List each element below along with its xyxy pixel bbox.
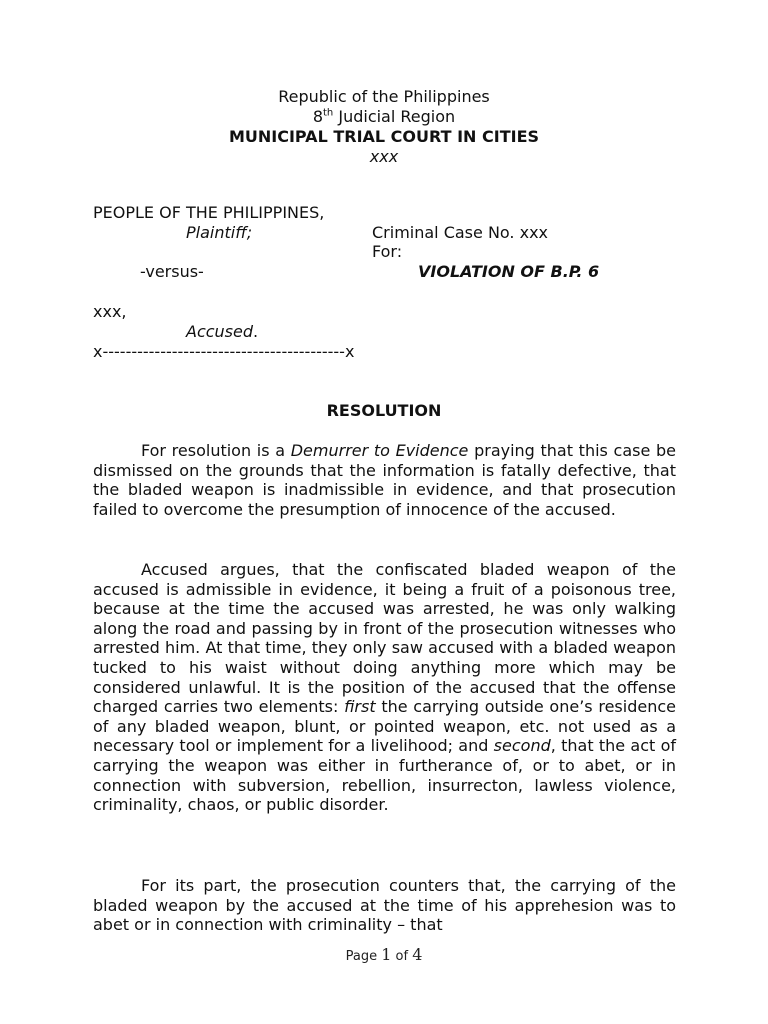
footer-page-word: Page <box>345 949 382 964</box>
p1-demurrer-italic: Demurrer to Evidence <box>290 441 469 460</box>
region-suffix: th <box>323 107 334 119</box>
accused-period: . <box>253 322 259 341</box>
header-court: MUNICIPAL TRIAL COURT IN CITIES <box>228 127 540 146</box>
plaintiff-name: PEOPLE OF THE PHILIPPINES, <box>93 203 325 222</box>
p3-text-a: For its part, the prosecution counters that, the carrying of the bladed weapon by the accused at the time of his apprehesion was to abet or in connection with criminality – that <box>93 876 676 935</box>
accused-name: xxx, <box>93 302 127 321</box>
plaintiff-role: Plaintiff; <box>186 223 253 242</box>
versus-label: -versus- <box>140 262 204 281</box>
header-judicial-region <box>0 107 768 127</box>
paragraph-1 <box>93 441 676 519</box>
case-number: Criminal Case No. xxx <box>372 223 548 242</box>
p2-text-e: , that the act of carrying the weapon was either in furtherance of, or to abet, or in connection with subversion, rebellion, insurrecton, lawless violence, criminality, chaos, or public disorder. <box>93 736 676 815</box>
caption-divider: x------------------------------------------x <box>93 342 355 361</box>
p2-second-italic: second <box>493 736 551 756</box>
document-title: RESOLUTION <box>326 401 442 420</box>
page-footer <box>0 945 768 967</box>
footer-of-word: of <box>391 949 413 964</box>
offense-title: VIOLATION OF B.P. 6 <box>418 262 600 281</box>
accused-role-line <box>186 322 258 342</box>
accused-role: Accused <box>186 322 254 341</box>
p2-text-a: Accused argues, that the confiscated bladed weapon of the accused is admissible in evidence, it being a fruit of a poisonous tree, because at the time the accused was arrested, he was only walking along the road and passing by in front of the prosecution witnesses who arrested him. At that time, they only saw accused with a bladed weapon tucked to his waist without doing anything more which may be considered unlawful. It is the position of the accused that the offense charged carries two elements: <box>93 560 676 717</box>
paragraph-2 <box>93 560 676 815</box>
paragraph-3 <box>93 876 676 935</box>
p1-text-c: praying that this case be dismissed on the grounds that the information is fatally defective, that the bladed weapon is inadmissible in evidence, and that prosecution failed to overcome the presumption of innocence of the accused. <box>93 441 676 519</box>
p2-first-italic: first <box>344 697 376 717</box>
footer-total-pages: 4 <box>412 945 423 964</box>
header-location: xxx <box>369 147 399 166</box>
for-label: For: <box>372 242 403 261</box>
header-republic: Republic of the Philippines <box>278 87 490 106</box>
p1-text-a: For resolution is a <box>141 441 291 460</box>
footer-current-page: 1 <box>381 945 392 964</box>
p2-text-c: the carrying outside one’s residence of any bladed weapon, blunt, or pointed weapon, etc. not used as a necessary tool or implement for a livelihood; and <box>93 697 676 756</box>
region-text: Judicial Region <box>333 107 456 126</box>
region-number: 8 <box>312 107 323 126</box>
